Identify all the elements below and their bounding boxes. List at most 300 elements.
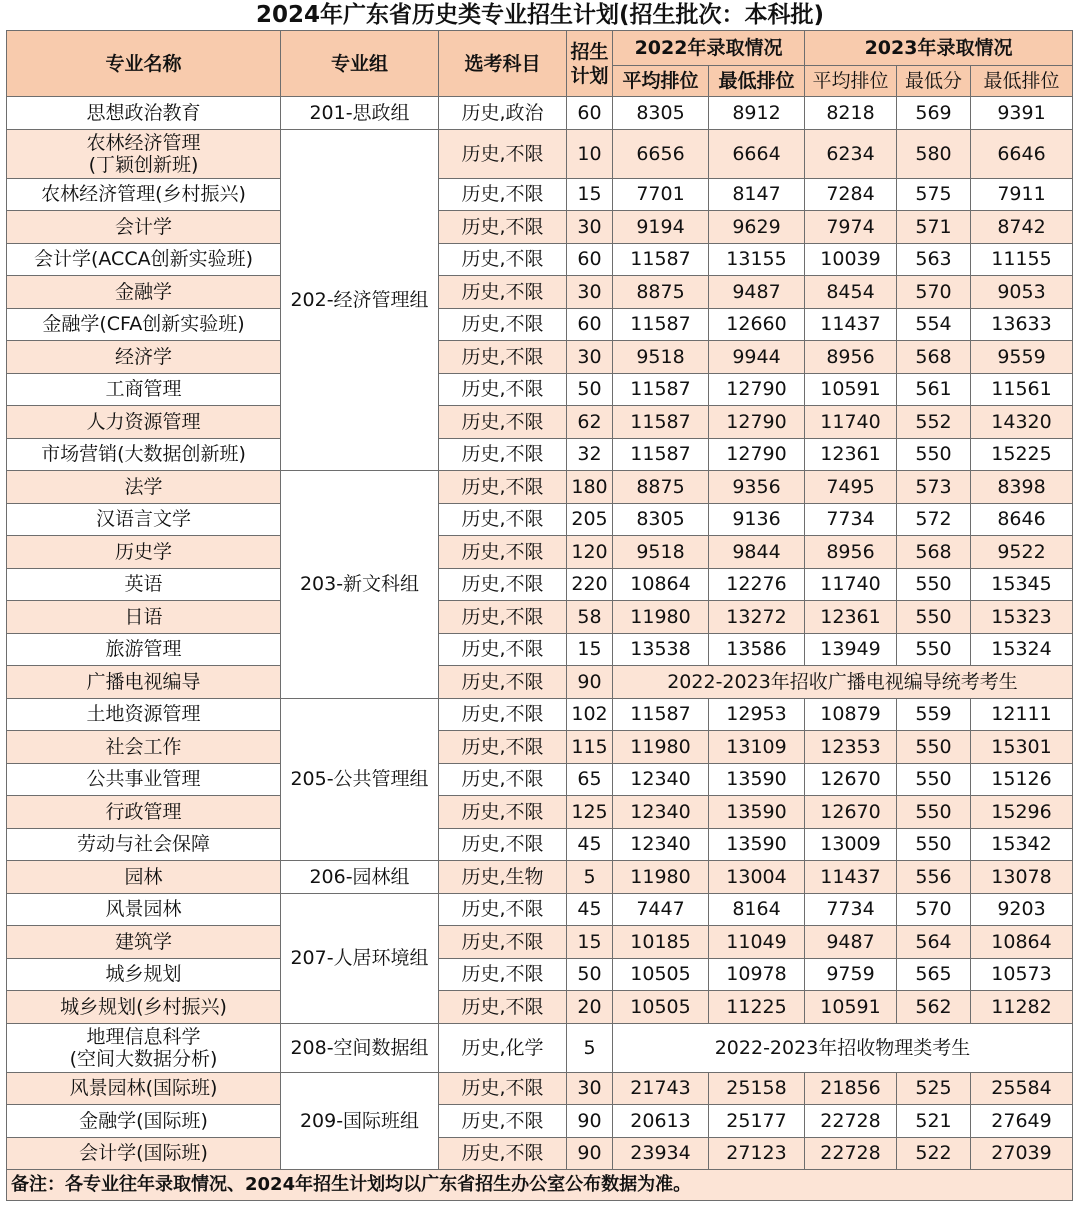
header-2022: 2022年录取情况 [613,31,805,66]
min-score-2023: 522 [897,1137,971,1170]
min-rank-2022: 9629 [709,211,805,244]
major-name: 人力资源管理 [7,406,281,439]
min-score-2023: 559 [897,698,971,731]
table-row [7,1137,1073,1170]
avg-rank-2023: 12670 [805,796,897,829]
min-rank-2023: 8742 [971,211,1073,244]
avg-rank-2023: 11740 [805,568,897,601]
min-score-2023: 552 [897,406,971,439]
min-rank-2022: 12790 [709,406,805,439]
plan-count: 5 [567,1023,613,1072]
min-score-2023: 568 [897,341,971,374]
plan-count: 58 [567,601,613,634]
avg-rank-2023: 11437 [805,308,897,341]
avg-rank-2023: 8956 [805,536,897,569]
plan-count: 45 [567,893,613,926]
subjects: 历史,不限 [439,243,567,276]
min-rank-2022: 9844 [709,536,805,569]
plan-count: 60 [567,243,613,276]
plan-count: 120 [567,536,613,569]
table-row [7,471,1073,504]
min-rank-2023: 15323 [971,601,1073,634]
min-rank-2023: 15345 [971,568,1073,601]
avg-rank-2022: 6656 [613,129,709,178]
min-rank-2022: 25177 [709,1105,805,1138]
table-row [7,1105,1073,1138]
table-row [7,276,1073,309]
major-name: 汉语言文学 [7,503,281,536]
min-rank-2022: 12276 [709,568,805,601]
plan-count: 30 [567,211,613,244]
min-score-2023: 575 [897,178,971,211]
major-group: 207-人居环境组 [281,893,439,1023]
min-rank-2022: 12790 [709,438,805,471]
subjects: 历史,不限 [439,471,567,504]
table-row [7,1072,1073,1105]
plan-count: 50 [567,373,613,406]
subjects: 历史,不限 [439,633,567,666]
major-name: 土地资源管理 [7,698,281,731]
min-score-2023: 580 [897,129,971,178]
footnote: 备注：各专业往年录取情况、2024年招生计划均以广东省招生办公室公布数据为准。 [7,1170,1073,1201]
avg-rank-2023: 7974 [805,211,897,244]
min-rank-2023: 11282 [971,991,1073,1024]
plan-count: 180 [567,471,613,504]
major-group: 205-公共管理组 [281,698,439,861]
table-row [7,211,1073,244]
table-row [7,958,1073,991]
plan-count: 5 [567,861,613,894]
avg-rank-2023: 12361 [805,438,897,471]
header-major: 专业名称 [7,31,281,97]
avg-rank-2022: 11587 [613,373,709,406]
min-rank-2022: 11225 [709,991,805,1024]
header-2023-min-rank: 最低排位 [971,66,1073,97]
min-rank-2022: 12790 [709,373,805,406]
avg-rank-2023: 13949 [805,633,897,666]
major-name: 地理信息科学 (空间大数据分析) [7,1023,281,1072]
major-group: 209-国际班组 [281,1072,439,1170]
min-rank-2022: 10978 [709,958,805,991]
header-2022-avg-rank: 平均排位 [613,66,709,97]
table-row [7,341,1073,374]
avg-rank-2023: 8956 [805,341,897,374]
subjects: 历史,不限 [439,796,567,829]
plan-count: 62 [567,406,613,439]
subjects: 历史,化学 [439,1023,567,1072]
plan-count: 32 [567,438,613,471]
admission-note: 2022-2023年招收广播电视编导统考考生 [613,666,1073,699]
min-rank-2023: 27039 [971,1137,1073,1170]
major-name: 城乡规划 [7,958,281,991]
avg-rank-2022: 10185 [613,926,709,959]
table-row [7,828,1073,861]
avg-rank-2022: 9194 [613,211,709,244]
major-name: 会计学(国际班) [7,1137,281,1170]
subjects: 历史,不限 [439,178,567,211]
table-row [7,438,1073,471]
avg-rank-2022: 11587 [613,698,709,731]
subjects: 历史,不限 [439,536,567,569]
min-rank-2023: 25584 [971,1072,1073,1105]
min-rank-2022: 13004 [709,861,805,894]
major-group: 201-思政组 [281,97,439,130]
subjects: 历史,不限 [439,503,567,536]
min-rank-2022: 13590 [709,828,805,861]
subjects: 历史,不限 [439,958,567,991]
plan-count: 10 [567,129,613,178]
plan-count: 220 [567,568,613,601]
min-rank-2022: 13155 [709,243,805,276]
subjects: 历史,不限 [439,406,567,439]
min-rank-2022: 9356 [709,471,805,504]
plan-count: 102 [567,698,613,731]
min-rank-2023: 9559 [971,341,1073,374]
min-rank-2023: 13633 [971,308,1073,341]
table-row [7,731,1073,764]
avg-rank-2022: 10864 [613,568,709,601]
major-name: 劳动与社会保障 [7,828,281,861]
avg-rank-2022: 8305 [613,503,709,536]
min-rank-2023: 27649 [971,1105,1073,1138]
plan-count: 30 [567,276,613,309]
major-name: 园林 [7,861,281,894]
major-name: 工商管理 [7,373,281,406]
min-rank-2022: 9487 [709,276,805,309]
plan-count: 115 [567,731,613,764]
avg-rank-2023: 12353 [805,731,897,764]
min-rank-2023: 7911 [971,178,1073,211]
plan-count: 65 [567,763,613,796]
subjects: 历史,不限 [439,698,567,731]
table-row [7,633,1073,666]
min-rank-2023: 9053 [971,276,1073,309]
min-rank-2022: 6664 [709,129,805,178]
min-score-2023: 568 [897,536,971,569]
min-rank-2022: 13590 [709,796,805,829]
table-row [7,406,1073,439]
subjects: 历史,不限 [439,341,567,374]
min-score-2023: 550 [897,601,971,634]
major-name: 经济学 [7,341,281,374]
major-name: 广播电视编导 [7,666,281,699]
major-name: 城乡规划(乡村振兴) [7,991,281,1024]
avg-rank-2022: 21743 [613,1072,709,1105]
avg-rank-2022: 8875 [613,471,709,504]
table-row [7,991,1073,1024]
major-name: 英语 [7,568,281,601]
subjects: 历史,不限 [439,1105,567,1138]
table-row [7,129,1073,178]
page-title: 2024年广东省历史类专业招生计划(招生批次：本科批) [255,2,825,28]
plan-count: 90 [567,666,613,699]
table-row [7,568,1073,601]
header-2023-avg-rank: 平均排位 [805,66,897,97]
avg-rank-2022: 11587 [613,406,709,439]
avg-rank-2023: 12670 [805,763,897,796]
avg-rank-2023: 7495 [805,471,897,504]
min-rank-2023: 15301 [971,731,1073,764]
subjects: 历史,不限 [439,763,567,796]
plan-count: 60 [567,97,613,130]
plan-count: 20 [567,991,613,1024]
min-rank-2023: 9522 [971,536,1073,569]
table-row [7,893,1073,926]
subjects: 历史,不限 [439,438,567,471]
avg-rank-2022: 23934 [613,1137,709,1170]
avg-rank-2023: 10591 [805,991,897,1024]
min-rank-2022: 9136 [709,503,805,536]
plan-count: 15 [567,633,613,666]
major-name: 日语 [7,601,281,634]
avg-rank-2022: 13538 [613,633,709,666]
major-name: 农林经济管理(乡村振兴) [7,178,281,211]
subjects: 历史,生物 [439,861,567,894]
min-rank-2023: 15296 [971,796,1073,829]
min-rank-2023: 14320 [971,406,1073,439]
major-name: 公共事业管理 [7,763,281,796]
min-rank-2023: 9391 [971,97,1073,130]
subjects: 历史,不限 [439,276,567,309]
min-score-2023: 561 [897,373,971,406]
min-rank-2022: 8164 [709,893,805,926]
avg-rank-2022: 7447 [613,893,709,926]
subjects: 历史,不限 [439,926,567,959]
avg-rank-2022: 8875 [613,276,709,309]
table-row [7,373,1073,406]
avg-rank-2023: 13009 [805,828,897,861]
plan-count: 205 [567,503,613,536]
min-rank-2022: 13109 [709,731,805,764]
table-row [7,97,1073,130]
min-rank-2022: 8147 [709,178,805,211]
min-score-2023: 573 [897,471,971,504]
min-score-2023: 550 [897,796,971,829]
avg-rank-2023: 7284 [805,178,897,211]
plan-count: 125 [567,796,613,829]
min-rank-2023: 11561 [971,373,1073,406]
subjects: 历史,不限 [439,731,567,764]
min-score-2023: 550 [897,763,971,796]
major-group: 208-空间数据组 [281,1023,439,1072]
plan-count: 15 [567,178,613,211]
min-score-2023: 572 [897,503,971,536]
min-score-2023: 556 [897,861,971,894]
min-rank-2022: 27123 [709,1137,805,1170]
avg-rank-2022: 12340 [613,828,709,861]
min-rank-2023: 10573 [971,958,1073,991]
min-score-2023: 550 [897,731,971,764]
subjects: 历史,政治 [439,97,567,130]
major-name: 金融学(CFA创新实验班) [7,308,281,341]
plan-count: 60 [567,308,613,341]
avg-rank-2022: 9518 [613,536,709,569]
major-name: 行政管理 [7,796,281,829]
major-name: 金融学(国际班) [7,1105,281,1138]
min-rank-2023: 11155 [971,243,1073,276]
table-row [7,243,1073,276]
avg-rank-2022: 12340 [613,796,709,829]
subjects: 历史,不限 [439,1072,567,1105]
table-row [7,536,1073,569]
avg-rank-2022: 11587 [613,308,709,341]
subjects: 历史,不限 [439,129,567,178]
avg-rank-2023: 22728 [805,1137,897,1170]
header-2022-min-rank: 最低排位 [709,66,805,97]
avg-rank-2023: 22728 [805,1105,897,1138]
header-group: 专业组 [281,31,439,97]
min-score-2023: 550 [897,568,971,601]
plan-count: 30 [567,1072,613,1105]
avg-rank-2023: 11740 [805,406,897,439]
major-name: 旅游管理 [7,633,281,666]
min-score-2023: 565 [897,958,971,991]
min-rank-2023: 6646 [971,129,1073,178]
major-name: 金融学 [7,276,281,309]
min-rank-2022: 11049 [709,926,805,959]
min-rank-2023: 15342 [971,828,1073,861]
min-rank-2022: 13590 [709,763,805,796]
major-name: 建筑学 [7,926,281,959]
plan-count: 45 [567,828,613,861]
subjects: 历史,不限 [439,893,567,926]
min-rank-2023: 10864 [971,926,1073,959]
subjects: 历史,不限 [439,1137,567,1170]
min-score-2023: 569 [897,97,971,130]
subjects: 历史,不限 [439,666,567,699]
avg-rank-2023: 12361 [805,601,897,634]
subjects: 历史,不限 [439,211,567,244]
table-row [7,861,1073,894]
min-score-2023: 570 [897,893,971,926]
min-rank-2022: 13272 [709,601,805,634]
table-row [7,666,1073,699]
admission-table [6,30,1073,1201]
admission-note: 2022-2023年招收物理类考生 [613,1023,1073,1072]
min-rank-2022: 8912 [709,97,805,130]
subjects: 历史,不限 [439,828,567,861]
avg-rank-2023: 7734 [805,893,897,926]
min-score-2023: 564 [897,926,971,959]
min-score-2023: 570 [897,276,971,309]
avg-rank-2022: 9518 [613,341,709,374]
avg-rank-2022: 7701 [613,178,709,211]
subjects: 历史,不限 [439,373,567,406]
avg-rank-2023: 9487 [805,926,897,959]
avg-rank-2022: 11980 [613,731,709,764]
min-rank-2022: 13586 [709,633,805,666]
plan-count: 50 [567,958,613,991]
plan-count: 15 [567,926,613,959]
avg-rank-2023: 10591 [805,373,897,406]
min-rank-2023: 15126 [971,763,1073,796]
avg-rank-2022: 11980 [613,601,709,634]
major-name: 市场营销(大数据创新班) [7,438,281,471]
min-rank-2022: 12660 [709,308,805,341]
table-row [7,178,1073,211]
major-name: 思想政治教育 [7,97,281,130]
subjects: 历史,不限 [439,308,567,341]
major-name: 历史学 [7,536,281,569]
min-score-2023: 554 [897,308,971,341]
table-row [7,308,1073,341]
avg-rank-2022: 20613 [613,1105,709,1138]
subjects: 历史,不限 [439,568,567,601]
major-name: 风景园林(国际班) [7,1072,281,1105]
plan-count: 90 [567,1137,613,1170]
min-score-2023: 550 [897,828,971,861]
avg-rank-2023: 8454 [805,276,897,309]
avg-rank-2023: 10879 [805,698,897,731]
min-score-2023: 550 [897,438,971,471]
min-rank-2022: 25158 [709,1072,805,1105]
avg-rank-2023: 7734 [805,503,897,536]
major-name: 会计学(ACCA创新实验班) [7,243,281,276]
min-score-2023: 525 [897,1072,971,1105]
major-name: 风景园林 [7,893,281,926]
major-group: 203-新文科组 [281,471,439,699]
min-rank-2023: 9203 [971,893,1073,926]
major-group: 206-园林组 [281,861,439,894]
header-2023: 2023年录取情况 [805,31,1073,66]
table-row [7,796,1073,829]
header-plan: 招生计划 [567,31,613,97]
table-row [7,601,1073,634]
subjects: 历史,不限 [439,991,567,1024]
major-name: 法学 [7,471,281,504]
avg-rank-2022: 11587 [613,438,709,471]
table-row [7,926,1073,959]
avg-rank-2022: 8305 [613,97,709,130]
avg-rank-2022: 11587 [613,243,709,276]
avg-rank-2023: 9759 [805,958,897,991]
table-body [7,97,1073,1170]
min-rank-2022: 9944 [709,341,805,374]
header-subjects: 选考科目 [439,31,567,97]
avg-rank-2022: 10505 [613,991,709,1024]
min-rank-2023: 13078 [971,861,1073,894]
min-score-2023: 562 [897,991,971,1024]
major-group: 202-经济管理组 [281,129,439,471]
min-rank-2022: 12953 [709,698,805,731]
avg-rank-2023: 10039 [805,243,897,276]
min-score-2023: 571 [897,211,971,244]
min-rank-2023: 15225 [971,438,1073,471]
avg-rank-2023: 6234 [805,129,897,178]
avg-rank-2023: 8218 [805,97,897,130]
min-rank-2023: 8646 [971,503,1073,536]
header-2023-min-score: 最低分 [897,66,971,97]
min-score-2023: 563 [897,243,971,276]
major-name: 农林经济管理 (丁颖创新班) [7,129,281,178]
avg-rank-2022: 11980 [613,861,709,894]
avg-rank-2022: 12340 [613,763,709,796]
subjects: 历史,不限 [439,601,567,634]
table-row [7,698,1073,731]
table-row [7,1023,1073,1072]
avg-rank-2023: 21856 [805,1072,897,1105]
avg-rank-2022: 10505 [613,958,709,991]
table-row [7,503,1073,536]
min-rank-2023: 15324 [971,633,1073,666]
min-score-2023: 550 [897,633,971,666]
major-name: 社会工作 [7,731,281,764]
min-score-2023: 521 [897,1105,971,1138]
min-rank-2023: 8398 [971,471,1073,504]
table-row [7,763,1073,796]
plan-count: 30 [567,341,613,374]
major-name: 会计学 [7,211,281,244]
